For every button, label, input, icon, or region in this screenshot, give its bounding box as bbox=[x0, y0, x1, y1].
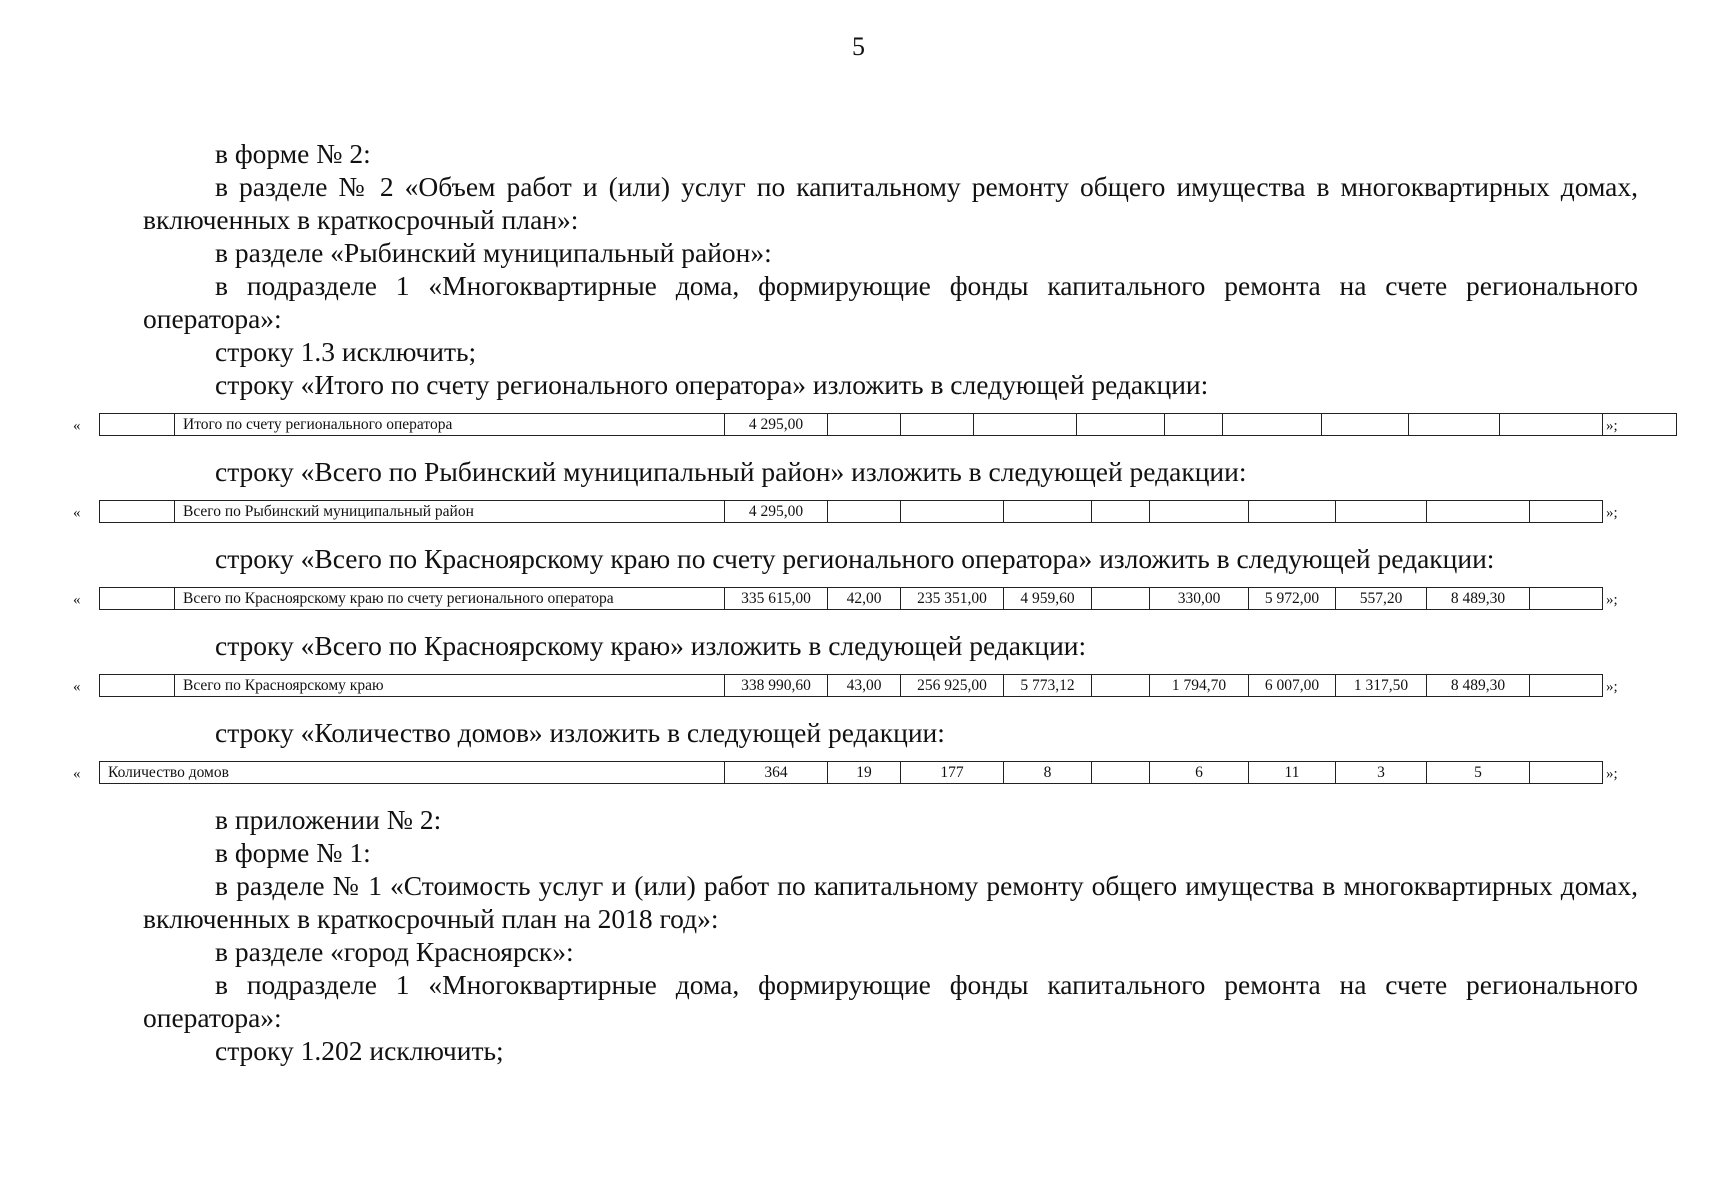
table-cell bbox=[1530, 762, 1603, 784]
table-cell: 42,00 bbox=[828, 588, 901, 610]
table-cell bbox=[1165, 414, 1223, 436]
paragraph: в форме № 2: bbox=[215, 138, 371, 169]
table-cell: 8 489,30 bbox=[1427, 588, 1530, 610]
paragraph: строку «Всего по Рыбинский муниципальный район» изложить в следующей редакции: bbox=[215, 456, 1247, 487]
table-cell: 8 489,30 bbox=[1427, 675, 1530, 697]
table-row-krasnoyarsk-regop bbox=[99, 587, 1603, 610]
table-cell bbox=[1427, 501, 1530, 523]
table-cell: 5 773,12 bbox=[1004, 675, 1092, 697]
table-cell: 5 972,00 bbox=[1249, 588, 1336, 610]
table-cell: 4 959,60 bbox=[1004, 588, 1092, 610]
close-quote: »; bbox=[1606, 766, 1618, 782]
table-cell bbox=[1530, 501, 1603, 523]
table-cell bbox=[1409, 414, 1500, 436]
table-cell-label: Всего по Красноярскому краю по счету регионального оператора bbox=[175, 588, 725, 610]
table-cell: 4 295,00 bbox=[725, 414, 828, 436]
table-cell bbox=[1092, 501, 1150, 523]
table-cell bbox=[828, 414, 901, 436]
paragraph: строку «Всего по Красноярскому краю по счету регионального оператора» изложить в следующей редакции: bbox=[215, 543, 1495, 574]
table-cell bbox=[1530, 675, 1603, 697]
paragraph: в подразделе 1 «Многоквартирные дома, формирующие фонды капитального ремонта на счете регионального оператора»: bbox=[143, 270, 1638, 334]
paragraph: строку «Итого по счету регионального оператора» изложить в следующей редакции: bbox=[215, 369, 1209, 400]
close-quote: »; bbox=[1606, 679, 1618, 695]
table-row-house-count bbox=[99, 761, 1603, 784]
table-cell bbox=[1092, 762, 1150, 784]
table-cell: 5 bbox=[1427, 762, 1530, 784]
table-cell: 43,00 bbox=[828, 675, 901, 697]
table-cell bbox=[1322, 414, 1409, 436]
table-row-block bbox=[73, 761, 1638, 787]
table-cell bbox=[1092, 588, 1150, 610]
table-cell bbox=[1500, 414, 1603, 436]
open-quote: « bbox=[73, 766, 81, 782]
close-quote: »; bbox=[1606, 505, 1618, 521]
close-quote: »; bbox=[1606, 418, 1618, 434]
paragraph: в разделе № 2 «Объем работ и (или) услуг по капитальному ремонту общего имущества в многоквартирных домах, включенных в краткосрочный план»: bbox=[143, 171, 1638, 235]
table-cell bbox=[1530, 588, 1603, 610]
table-cell bbox=[901, 501, 1004, 523]
open-quote: « bbox=[73, 418, 81, 434]
table-cell: 330,00 bbox=[1150, 588, 1249, 610]
paragraph: в форме № 1: bbox=[215, 837, 371, 868]
table-cell bbox=[1004, 501, 1092, 523]
document-body bbox=[73, 137, 1638, 1067]
table-row-block bbox=[73, 587, 1638, 613]
close-quote: »; bbox=[1606, 592, 1618, 608]
open-quote: « bbox=[73, 679, 81, 695]
table-cell: 19 bbox=[828, 762, 901, 784]
table-cell bbox=[1077, 414, 1165, 436]
table-cell: 557,20 bbox=[1336, 588, 1427, 610]
table-cell: 335 615,00 bbox=[725, 588, 828, 610]
table-cell-label: Всего по Рыбинский муниципальный район bbox=[175, 501, 725, 523]
open-quote: « bbox=[73, 592, 81, 608]
paragraph: строку «Количество домов» изложить в следующей редакции: bbox=[215, 717, 945, 748]
table-cell bbox=[100, 588, 175, 610]
table-cell bbox=[100, 414, 175, 436]
table-cell-label: Итого по счету регионального оператора bbox=[175, 414, 725, 436]
paragraph: строку 1.3 исключить; bbox=[215, 336, 477, 367]
table-cell: 3 bbox=[1336, 762, 1427, 784]
open-quote: « bbox=[73, 505, 81, 521]
table-cell bbox=[100, 501, 175, 523]
table-cell: 4 295,00 bbox=[725, 501, 828, 523]
table-cell: 235 351,00 bbox=[901, 588, 1004, 610]
table-cell: 8 bbox=[1004, 762, 1092, 784]
table-row-block bbox=[73, 674, 1638, 700]
table-cell bbox=[1092, 675, 1150, 697]
paragraph: строку 1.202 исключить; bbox=[215, 1035, 504, 1066]
table-cell: 364 bbox=[725, 762, 828, 784]
table-cell bbox=[100, 675, 175, 697]
paragraph: в разделе «Рыбинский муниципальный район»: bbox=[215, 237, 772, 268]
paragraph: в приложении № 2: bbox=[215, 804, 442, 835]
table-cell: 338 990,60 bbox=[725, 675, 828, 697]
table-cell: 1 794,70 bbox=[1150, 675, 1249, 697]
table-cell bbox=[901, 414, 974, 436]
table-cell bbox=[1223, 414, 1322, 436]
paragraph: в разделе «город Красноярск»: bbox=[215, 936, 574, 967]
table-cell bbox=[1150, 501, 1249, 523]
table-row-itogo bbox=[99, 413, 1677, 436]
table-cell: 256 925,00 bbox=[901, 675, 1004, 697]
table-cell: 6 007,00 bbox=[1249, 675, 1336, 697]
table-cell: 177 bbox=[901, 762, 1004, 784]
page-number: 5 bbox=[852, 32, 865, 61]
table-cell-label: Всего по Красноярскому краю bbox=[175, 675, 725, 697]
paragraph: в разделе № 1 «Стоимость услуг и (или) работ по капитальному ремонту общего имущества в многоквартирных домах, включенных в краткосрочный план на 2018 год»: bbox=[143, 870, 1638, 934]
table-cell bbox=[974, 414, 1077, 436]
table-cell bbox=[828, 501, 901, 523]
table-row-block bbox=[73, 500, 1638, 526]
table-cell-label: Количество домов bbox=[100, 762, 725, 784]
table-cell: 11 bbox=[1249, 762, 1336, 784]
paragraph: строку «Всего по Красноярскому краю» изложить в следующей редакции: bbox=[215, 630, 1087, 661]
table-cell bbox=[1336, 501, 1427, 523]
paragraph: в подразделе 1 «Многоквартирные дома, формирующие фонды капитального ремонта на счете регионального оператора»: bbox=[143, 969, 1638, 1033]
table-cell bbox=[1249, 501, 1336, 523]
table-row-rybinsky bbox=[99, 500, 1603, 523]
table-cell: 1 317,50 bbox=[1336, 675, 1427, 697]
table-row-krasnoyarsk-total bbox=[99, 674, 1603, 697]
table-cell: 6 bbox=[1150, 762, 1249, 784]
table-row-block bbox=[73, 413, 1638, 439]
